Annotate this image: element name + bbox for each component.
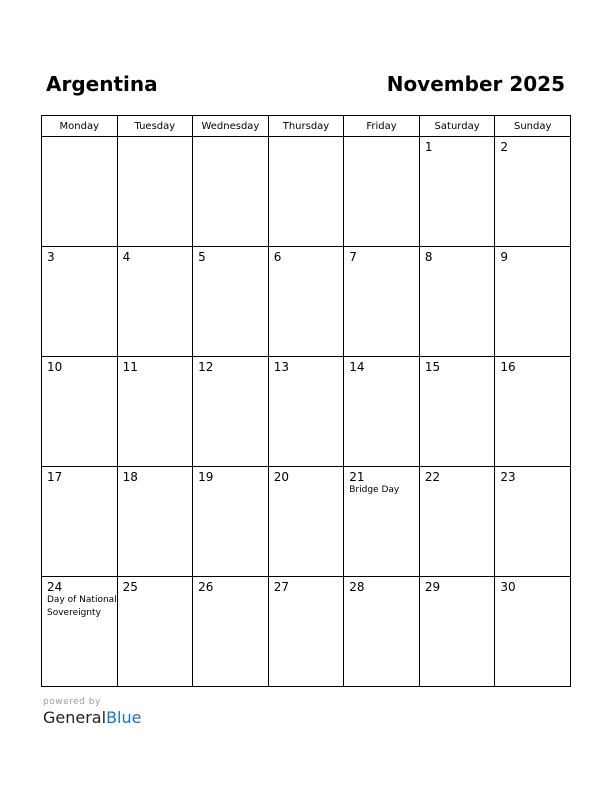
day-cell[interactable] [117,137,193,247]
week-row [42,247,571,357]
day-number: 13 [273,360,289,374]
day-cell[interactable] [42,247,118,357]
day-number: 23 [500,470,516,484]
day-number: 14 [349,360,365,374]
calendar-grid [41,115,571,687]
day-number: 25 [122,580,138,594]
day-number: 6 [273,250,282,264]
day-cell[interactable] [42,467,118,577]
footer-branding [43,697,141,728]
weekday-header: Sunday [495,116,571,137]
day-cell[interactable] [193,357,269,467]
weekday-header: Saturday [419,116,495,137]
day-cell[interactable] [419,467,495,577]
day-cell[interactable] [419,577,495,687]
day-cell[interactable] [419,247,495,357]
day-number: 4 [122,250,131,264]
day-cell[interactable] [42,137,118,247]
country-title: Argentina [46,72,158,96]
week-row [42,577,571,687]
day-cell[interactable] [419,357,495,467]
day-cell[interactable] [344,137,420,247]
week-row [42,467,571,577]
week-row [42,357,571,467]
brand-name-general: General [43,708,107,727]
day-cell[interactable] [117,357,193,467]
weekday-header: Thursday [268,116,344,137]
day-cell[interactable] [268,577,344,687]
day-number: 11 [122,360,138,374]
day-cell[interactable] [268,357,344,467]
day-number: 8 [424,250,433,264]
month-year-title: November 2025 [386,72,565,96]
day-cell[interactable] [117,247,193,357]
day-cell[interactable] [268,467,344,577]
day-cell[interactable] [495,357,571,467]
weekday-header-row [42,116,571,137]
day-cell[interactable] [193,577,269,687]
holiday-label: Bridge Day [349,485,400,495]
weekday-header: Friday [344,116,420,137]
brand-name-blue: Blue [106,708,142,727]
day-number: 24 [47,580,63,594]
day-number: 30 [500,580,516,594]
day-cell[interactable] [42,357,118,467]
day-number: 17 [47,470,63,484]
day-cell[interactable] [495,467,571,577]
day-number: 7 [349,250,357,264]
day-cell[interactable] [344,247,420,357]
day-cell[interactable] [117,577,193,687]
day-number: 28 [349,580,365,594]
day-number: 21 [349,470,365,484]
day-cell[interactable] [268,247,344,357]
day-cell[interactable] [193,247,269,357]
day-cell[interactable] [344,467,420,577]
day-cell[interactable] [495,137,571,247]
day-cell[interactable] [344,577,420,687]
day-number: 15 [424,360,441,374]
day-number: 12 [198,360,214,374]
day-number: 10 [47,360,63,374]
day-number: 3 [47,250,55,264]
day-number: 2 [500,140,509,154]
day-cell[interactable] [344,357,420,467]
holiday-label: Day of National Sovereignty [47,595,117,618]
day-number: 1 [424,140,433,154]
day-cell[interactable] [193,137,269,247]
day-cell[interactable] [193,467,269,577]
day-cell[interactable] [495,247,571,357]
day-number: 20 [273,470,289,484]
day-number: 9 [500,250,509,264]
powered-by-label: powered by [43,697,101,707]
day-cell[interactable] [419,137,495,247]
day-number: 29 [424,580,441,594]
day-cell[interactable] [268,137,344,247]
brand-logo[interactable] [43,708,141,728]
day-cell[interactable] [495,577,571,687]
day-cell[interactable] [42,577,118,687]
day-number: 18 [122,470,138,484]
day-number: 19 [198,470,214,484]
weekday-header: Tuesday [117,116,193,137]
day-number: 5 [198,250,206,264]
day-cell[interactable] [117,467,193,577]
weekday-header: Wednesday [193,116,269,137]
day-number: 22 [424,470,441,484]
day-number: 26 [198,580,214,594]
week-row [42,137,571,247]
day-number: 27 [273,580,289,594]
weekday-header: Monday [42,116,118,137]
day-number: 16 [500,360,516,374]
